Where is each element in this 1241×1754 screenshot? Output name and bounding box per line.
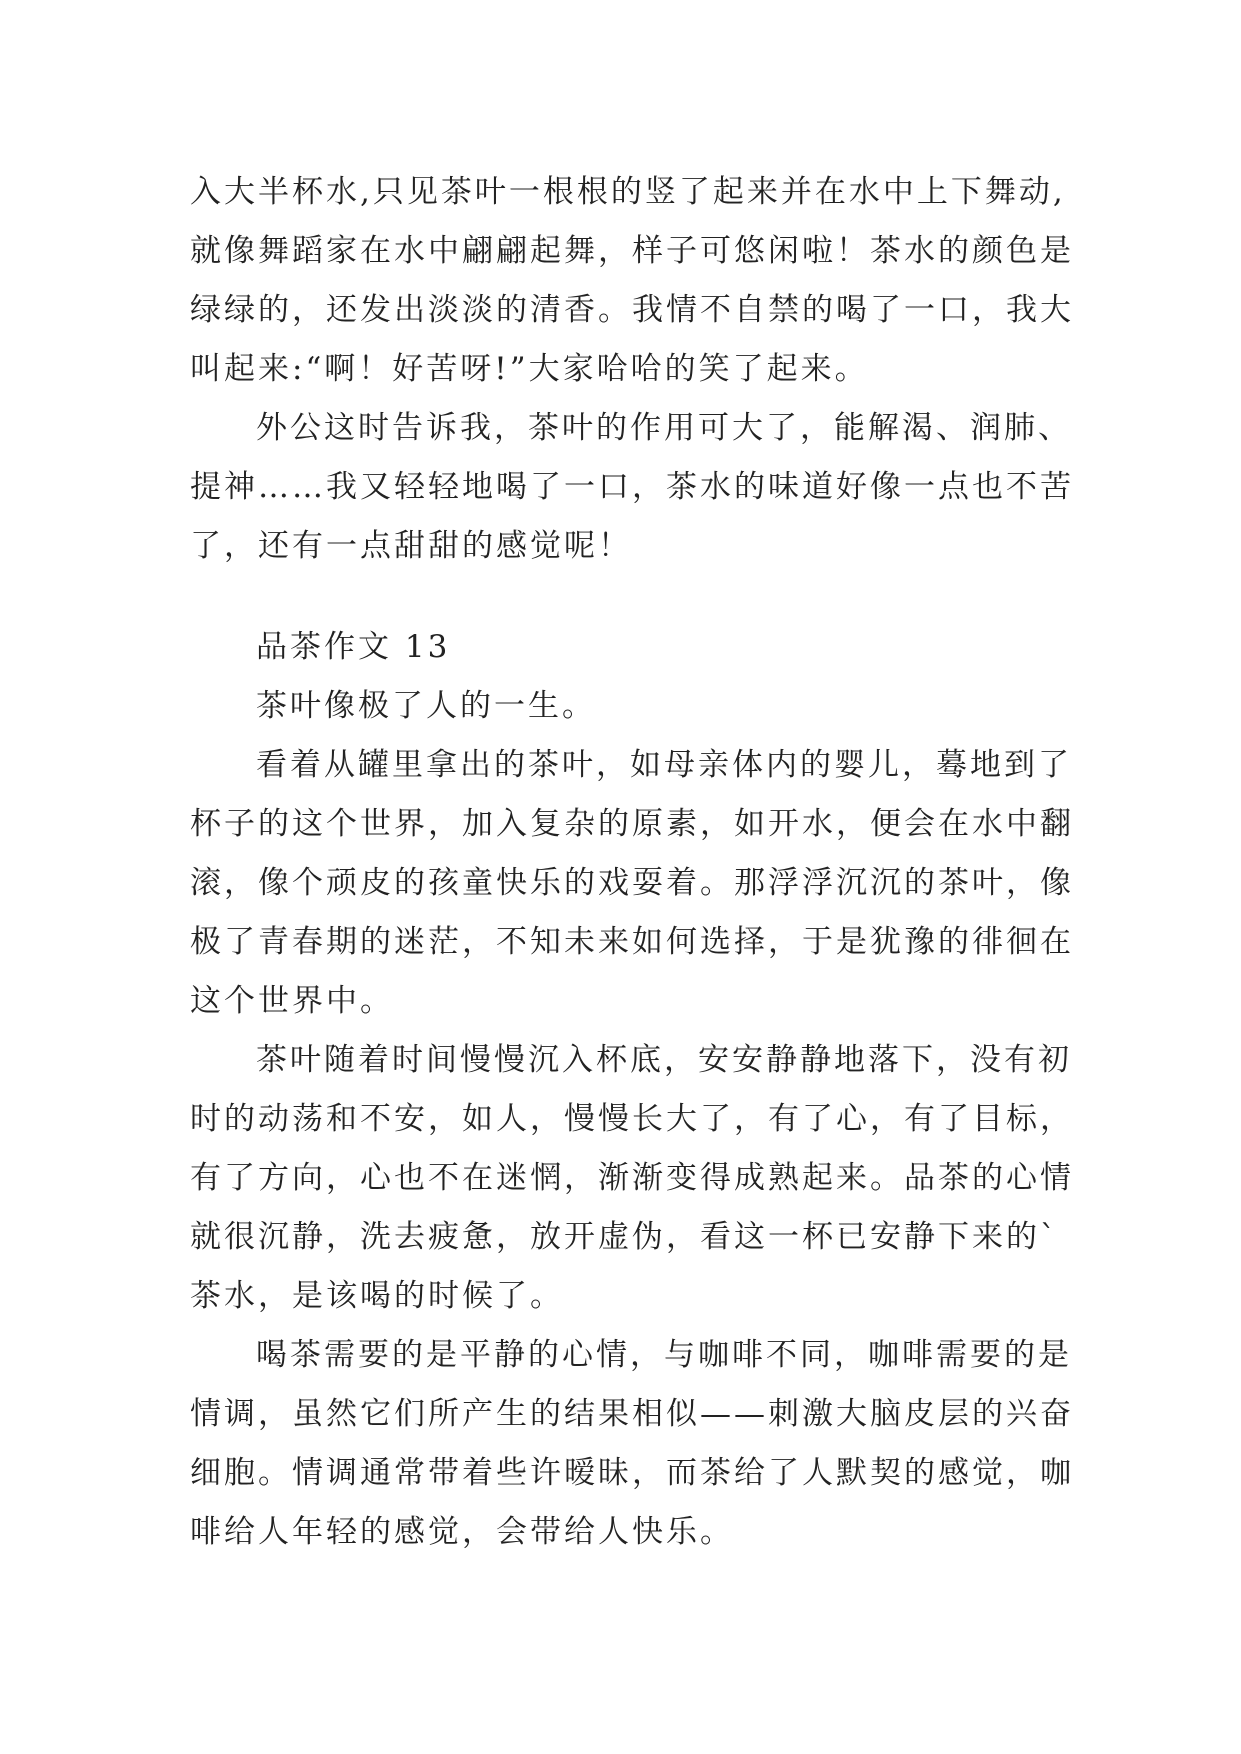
text-line: 就很沉静，洗去疲惫，放开虚伪，看这一杯已安静下来的` <box>190 1219 1059 1255</box>
paragraph-tea-vs-coffee <box>190 1326 1090 1562</box>
paragraph-continued <box>190 163 1090 399</box>
paragraph-intro <box>190 677 1090 736</box>
text-line: 绿绿的，还发出淡淡的清香。我情不自禁的喝了一口，我大 <box>190 292 1074 328</box>
text-line: 细胞。情调通常带着些许暧昧，而茶给了人默契的感觉，咖 <box>190 1455 1074 1491</box>
essay-heading: 品茶作文 13 <box>256 629 451 665</box>
text-line: 入大半杯水,只见茶叶一根根的竖了起来并在水中上下舞动, <box>190 174 1066 210</box>
text-line: 时的动荡和不安，如人，慢慢长大了，有了心，有了目标， <box>190 1101 1074 1137</box>
text-line: 茶水，是该喝的时候了。 <box>190 1278 564 1314</box>
text-line: 就像舞蹈家在水中翩翩起舞，样子可悠闲啦！茶水的颜色是 <box>190 233 1074 269</box>
text-line: 极了青春期的迷茫，不知未来如何选择，于是犹豫的徘徊在 <box>190 924 1074 960</box>
text-line: 情调，虽然它们所产生的结果相似——刺激大脑皮层的兴奋 <box>190 1396 1074 1432</box>
text-line: 茶叶随着时间慢慢沉入杯底，安安静静地落下，没有初 <box>256 1042 1072 1078</box>
text-line: 茶叶像极了人的一生。 <box>256 688 596 724</box>
text-line: 外公这时告诉我，茶叶的作用可大了，能解渴、润肺、 <box>256 410 1072 446</box>
text-line: 滚，像个顽皮的孩童快乐的戏耍着。那浮浮沉沉的茶叶，像 <box>190 865 1074 901</box>
text-line: 杯子的这个世界，加入复杂的原素，如开水，便会在水中翻 <box>190 806 1074 842</box>
paragraph-settling <box>190 1031 1090 1326</box>
text-line: 有了方向，心也不在迷惘，渐渐变得成熟起来。品茶的心情 <box>190 1160 1074 1196</box>
text-line: 喝茶需要的是平静的心情，与咖啡不同，咖啡需要的是 <box>256 1337 1072 1373</box>
text-line: 了，还有一点甜甜的感觉呢！ <box>190 528 632 564</box>
paragraph-tea-leaves <box>190 736 1090 1031</box>
text-line: 啡给人年轻的感觉，会带给人快乐。 <box>190 1514 734 1550</box>
text-line: 叫起来:“啊！好苦呀!”大家哈哈的笑了起来。 <box>190 351 869 387</box>
text-line: 看着从罐里拿出的茶叶，如母亲体内的婴儿，蓦地到了 <box>256 747 1072 783</box>
text-line: 提神……我又轻轻地喝了一口，茶水的味道好像一点也不苦 <box>190 469 1074 505</box>
essay-13-section <box>190 618 1090 1562</box>
continued-section <box>190 163 1090 576</box>
paragraph-grandpa <box>190 399 1090 576</box>
text-line: 这个世界中。 <box>190 983 394 1019</box>
